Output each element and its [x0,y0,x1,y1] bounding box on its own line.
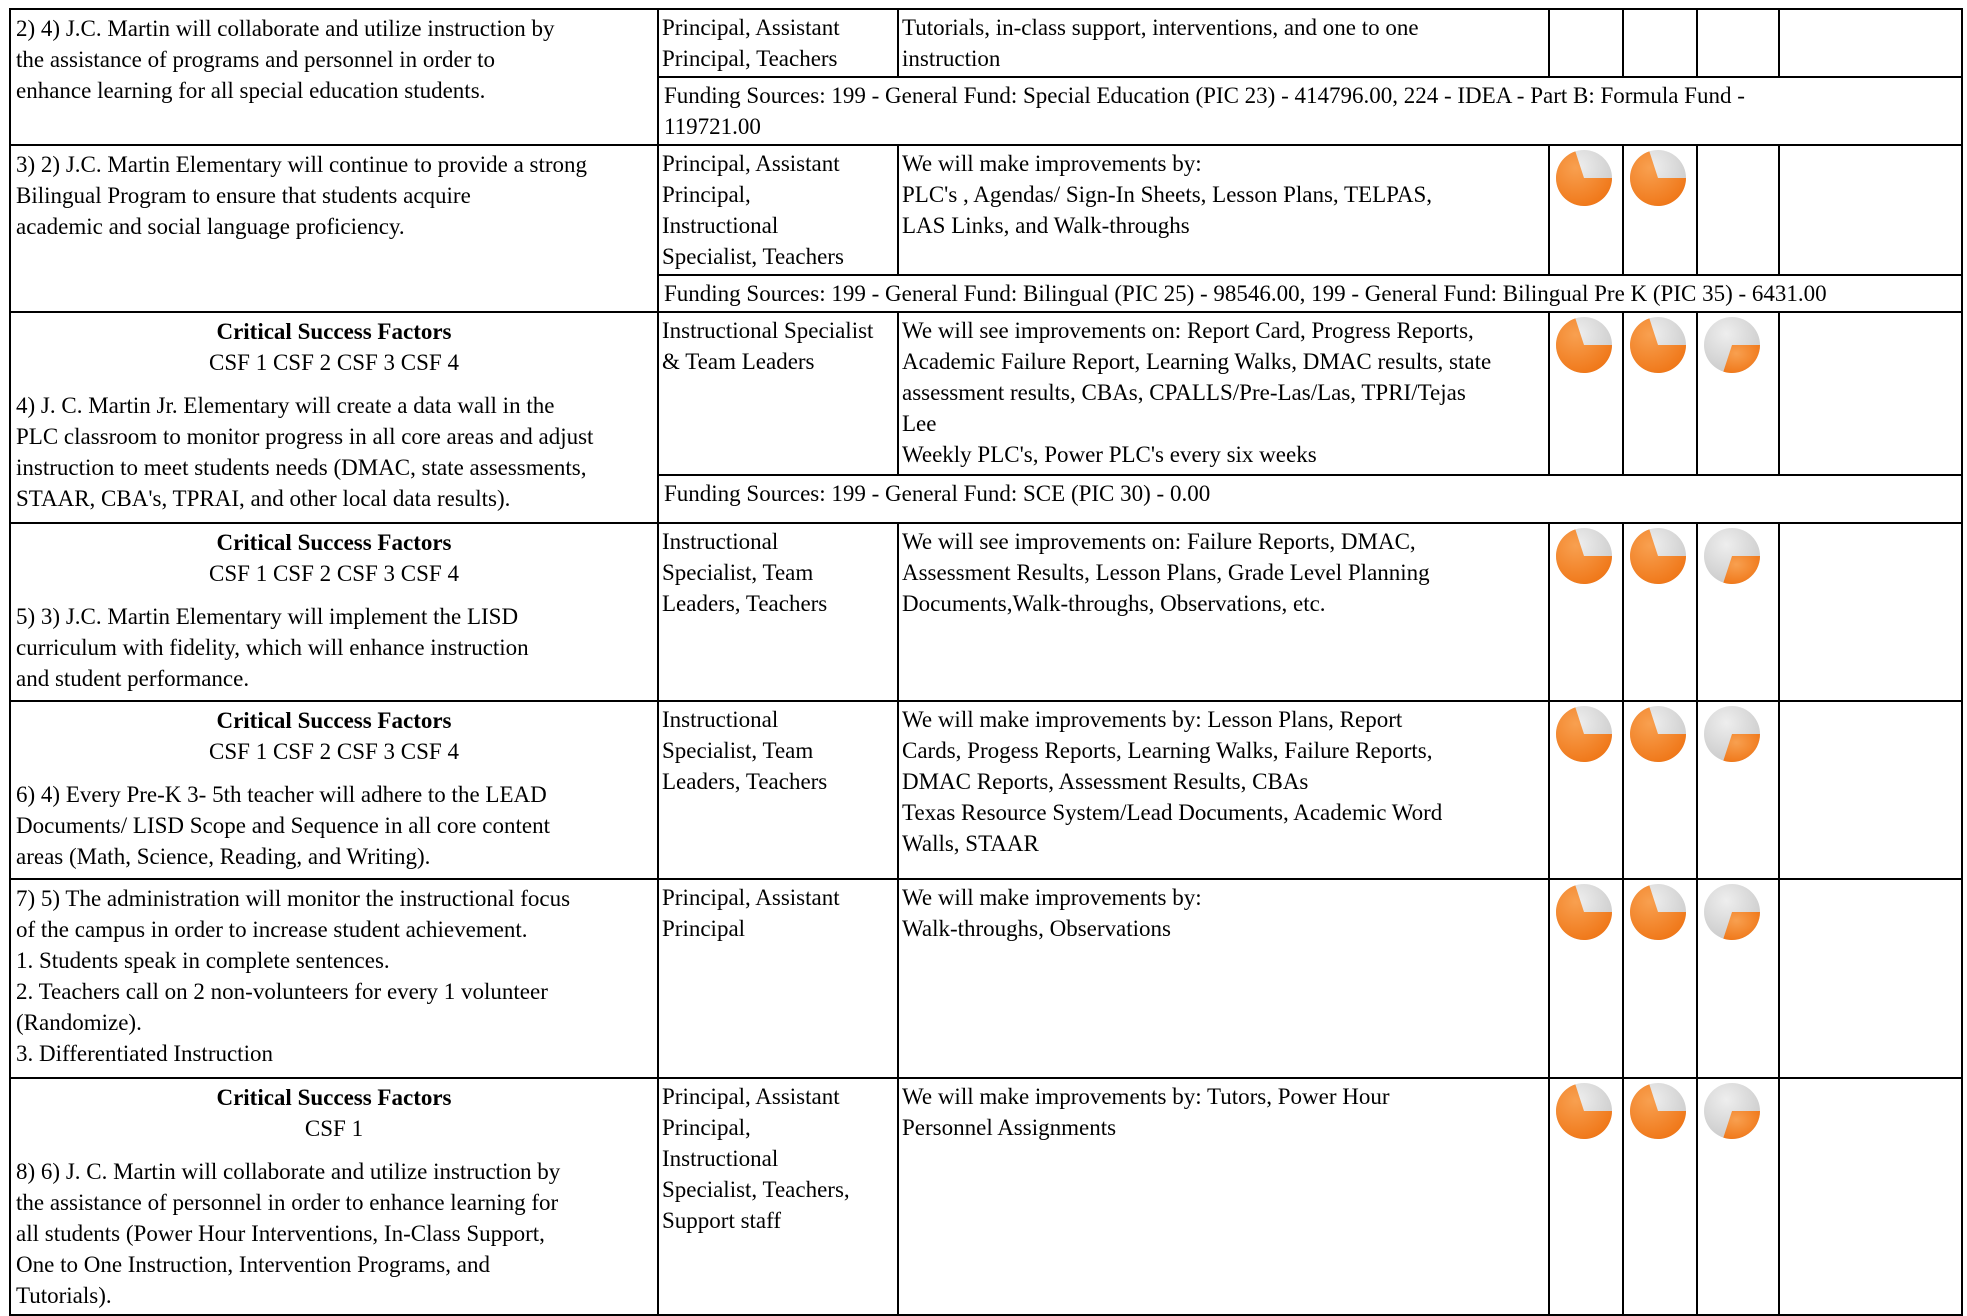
strategy-text-line: One to One Instruction, Intervention Programs, and [16,1252,490,1277]
impact-text-line: assessment results, CBAs, CPALLS/Pre-Las/Las, TPRI/Tejas [902,380,1466,405]
progress-pie-icon [1554,526,1614,586]
impact-text-line: Lee [902,411,937,436]
progress-pie-icon [1554,1081,1614,1141]
review-cell [1697,312,1779,475]
review-cell [1779,523,1962,701]
progress-pie-icon [1628,1081,1688,1141]
funding-sources-cell [658,275,1962,312]
review-cell [1549,145,1623,275]
review-cell [1549,312,1623,475]
strategy-text-line: of the campus in order to increase student achievement. [16,917,528,942]
review-cell [1697,1078,1779,1315]
staff-responsible-cell [658,879,898,1078]
review-cell [1697,879,1779,1078]
strategy-text-line: 3) 2) J.C. Martin Elementary will continue to provide a strong [16,152,588,177]
funding-text-line: Funding Sources: 199 - General Fund: SCE (PIC 30) - 0.00 [664,481,1211,506]
csf-values: CSF 1 CSF 2 CSF 3 CSF 4 [209,561,459,586]
impact-text-line: PLC's , Agendas/ Sign-In Sheets, Lesson Plans, TELPAS, [902,182,1432,207]
spacer [16,767,652,779]
strategy-text-line: 6) 4) Every Pre-K 3- 5th teacher will adhere to the LEAD [16,782,547,807]
impact-text-line: We will make improvements by: Lesson Plans, Report [902,707,1403,732]
strategy-cell [10,523,658,701]
staff-responsible-cell [658,145,898,275]
funding-sources-cell [658,77,1962,145]
spacer [16,589,652,601]
staff-text-line: Principal, Assistant [662,15,840,40]
staff-text-line: Instructional [662,529,779,554]
impact-text-line: We will see improvements on: Failure Reports, DMAC, [902,529,1416,554]
impact-cell [898,879,1549,1078]
review-cell [1549,701,1623,879]
strategy-row [10,9,1962,77]
strategy-row [10,312,1962,475]
strategy-text-line: 2) 4) J.C. Martin will collaborate and utilize instruction by [16,16,555,41]
progress-pie-icon [1628,704,1688,764]
staff-text-line: Specialist, Teachers [662,244,844,269]
csf-values: CSF 1 CSF 2 CSF 3 CSF 4 [209,739,459,764]
staff-text-line: Principal, Assistant [662,1084,840,1109]
staff-text-line: Specialist, Team [662,738,814,763]
strategy-row [10,701,1962,879]
review-cell [1623,879,1697,1078]
impact-cell [898,312,1549,475]
progress-pie-icon [1702,526,1762,586]
review-cell [1549,879,1623,1078]
spacer [16,378,652,390]
strategy-text-line: the assistance of programs and personnel in order to [16,47,496,72]
strategy-row [10,1078,1962,1315]
staff-text-line: Instructional [662,1146,779,1171]
strategy-text-line: instruction to meet students needs (DMAC, state assessments, [16,455,587,480]
review-cell [1549,1078,1623,1315]
strategy-text-line: the assistance of personnel in order to enhance learning for [16,1190,559,1215]
staff-responsible-cell [658,523,898,701]
staff-text-line: Principal, Assistant [662,151,840,176]
staff-responsible-cell [658,9,898,77]
strategy-table [9,8,1963,1316]
csf-values: CSF 1 CSF 2 CSF 3 CSF 4 [209,350,459,375]
strategy-text-line: 7) 5) The administration will monitor the instructional focus [16,886,571,911]
strategy-text-line: 1. Students speak in complete sentences. [16,948,390,973]
strategy-cell [10,9,658,145]
review-cell [1623,701,1697,879]
review-cell [1779,1078,1962,1315]
staff-responsible-cell [658,312,898,475]
csf-heading: Critical Success Factors [216,319,452,344]
funding-text-line: 119721.00 [664,114,761,139]
strategy-text-line: 2. Teachers call on 2 non-volunteers for every 1 volunteer [16,979,548,1004]
progress-pie-icon [1554,882,1614,942]
strategy-text-line: curriculum with fidelity, which will enhance instruction [16,635,529,660]
review-cell [1549,9,1623,77]
review-cell [1623,312,1697,475]
impact-cell [898,1078,1549,1315]
impact-cell [898,701,1549,879]
progress-pie-icon [1554,704,1614,764]
review-cell [1697,523,1779,701]
csf-heading: Critical Success Factors [216,530,452,555]
impact-text-line: DMAC Reports, Assessment Results, CBAs [902,769,1309,794]
funding-sources-cell [658,475,1962,523]
progress-pie-icon [1628,148,1688,208]
staff-text-line: & Team Leaders [662,349,815,374]
staff-text-line: Principal, [662,182,751,207]
strategy-cell [10,312,658,523]
review-cell [1779,9,1962,77]
impact-text-line: We will make improvements by: Tutors, Power Hour [902,1084,1390,1109]
strategy-text-line: PLC classroom to monitor progress in all core areas and adjust [16,424,594,449]
review-cell [1697,9,1779,77]
strategy-text-line: and student performance. [16,666,250,691]
csf-values: CSF 1 [304,1116,364,1141]
progress-pie-icon [1554,315,1614,375]
progress-pie-icon [1554,148,1614,208]
impact-text-line: Academic Failure Report, Learning Walks, DMAC results, state [902,349,1492,374]
impact-text-line: Tutorials, in-class support, interventions, and one to one [902,15,1419,40]
progress-pie-icon [1702,315,1762,375]
impact-text-line: Personnel Assignments [902,1115,1117,1140]
staff-text-line: Instructional [662,707,779,732]
staff-text-line: Leaders, Teachers [662,591,828,616]
review-cell [1623,1078,1697,1315]
progress-pie-icon [1628,526,1688,586]
strategy-cell [10,1078,658,1315]
impact-text-line: Texas Resource System/Lead Documents, Academic Word [902,800,1443,825]
progress-pie-icon [1628,315,1688,375]
strategy-row [10,145,1962,275]
review-cell [1779,312,1962,475]
staff-text-line: Principal, [662,1115,751,1140]
staff-text-line: Principal, Teachers [662,46,838,71]
strategy-text-line: 8) 6) J. C. Martin will collaborate and utilize instruction by [16,1159,561,1184]
staff-text-line: Specialist, Teachers, [662,1177,850,1202]
progress-pie-icon [1702,1081,1762,1141]
review-cell [1779,145,1962,275]
impact-text-line: Assessment Results, Lesson Plans, Grade Level Planning [902,560,1430,585]
review-cell [1697,145,1779,275]
csf-heading: Critical Success Factors [216,708,452,733]
review-cell [1697,701,1779,879]
strategy-text-line: Documents/ LISD Scope and Sequence in all core content [16,813,550,838]
progress-pie-icon [1702,704,1762,764]
progress-pie-icon [1702,882,1762,942]
staff-text-line: Support staff [662,1208,782,1233]
review-cell [1623,9,1697,77]
impact-text-line: We will make improvements by: [902,885,1202,910]
strategy-text-line: (Randomize). [16,1010,142,1035]
strategy-row [10,523,1962,701]
strategy-text-line: enhance learning for all special education students. [16,78,486,103]
progress-pie-icon [1628,882,1688,942]
strategy-text-line: academic and social language proficiency. [16,214,405,239]
review-cell [1549,523,1623,701]
staff-text-line: Leaders, Teachers [662,769,828,794]
strategy-text-line: all students (Power Hour Interventions, In-Class Support, [16,1221,545,1246]
strategy-text-line: 4) J. C. Martin Jr. Elementary will create a data wall in the [16,393,555,418]
review-cell [1779,879,1962,1078]
impact-text-line: Weekly PLC's, Power PLC's every six weeks [902,442,1317,467]
impact-cell [898,145,1549,275]
strategy-text-line: 5) 3) J.C. Martin Elementary will implement the LISD [16,604,519,629]
staff-text-line: Specialist, Team [662,560,814,585]
impact-text-line: We will make improvements by: [902,151,1202,176]
staff-text-line: Instructional Specialist [662,318,874,343]
impact-text-line: Cards, Progess Reports, Learning Walks, Failure Reports, [902,738,1433,763]
staff-responsible-cell [658,701,898,879]
strategy-text-line: STAAR, CBA's, TPRAI, and other local data results). [16,486,511,511]
strategy-text-line: Tutorials). [16,1283,112,1308]
impact-cell [898,9,1549,77]
staff-text-line: Principal, Assistant [662,885,840,910]
staff-responsible-cell [658,1078,898,1315]
impact-text-line: Documents,Walk-throughs, Observations, etc. [902,591,1326,616]
staff-text-line: Instructional [662,213,779,238]
impact-text-line: Walls, STAAR [902,831,1039,856]
impact-text-line: We will see improvements on: Report Card, Progress Reports, [902,318,1474,343]
spacer [16,1144,652,1156]
csf-heading: Critical Success Factors [216,1085,452,1110]
strategy-text-line: 3. Differentiated Instruction [16,1041,273,1066]
impact-text-line: LAS Links, and Walk-throughs [902,213,1190,238]
strategy-row [10,879,1962,1078]
review-cell [1623,523,1697,701]
staff-text-line: Principal [662,916,746,941]
strategy-cell [10,879,658,1078]
strategy-text-line: areas (Math, Science, Reading, and Writing). [16,844,431,869]
funding-text-line: Funding Sources: 199 - General Fund: Bilingual (PIC 25) - 98546.00, 199 - General Fund: Bilingual Pre K (PIC 35) - 6431.00 [664,281,1827,306]
funding-text-line: Funding Sources: 199 - General Fund: Special Education (PIC 23) - 414796.00, 224 - IDEA - Part B: Formula Fund - [664,83,1745,108]
strategy-cell [10,701,658,879]
impact-text-line: instruction [902,46,1001,71]
review-cell [1623,145,1697,275]
review-cell [1779,701,1962,879]
impact-text-line: Walk-throughs, Observations [902,916,1171,941]
strategy-cell [10,145,658,312]
strategy-text-line: Bilingual Program to ensure that students acquire [16,183,471,208]
impact-cell [898,523,1549,701]
